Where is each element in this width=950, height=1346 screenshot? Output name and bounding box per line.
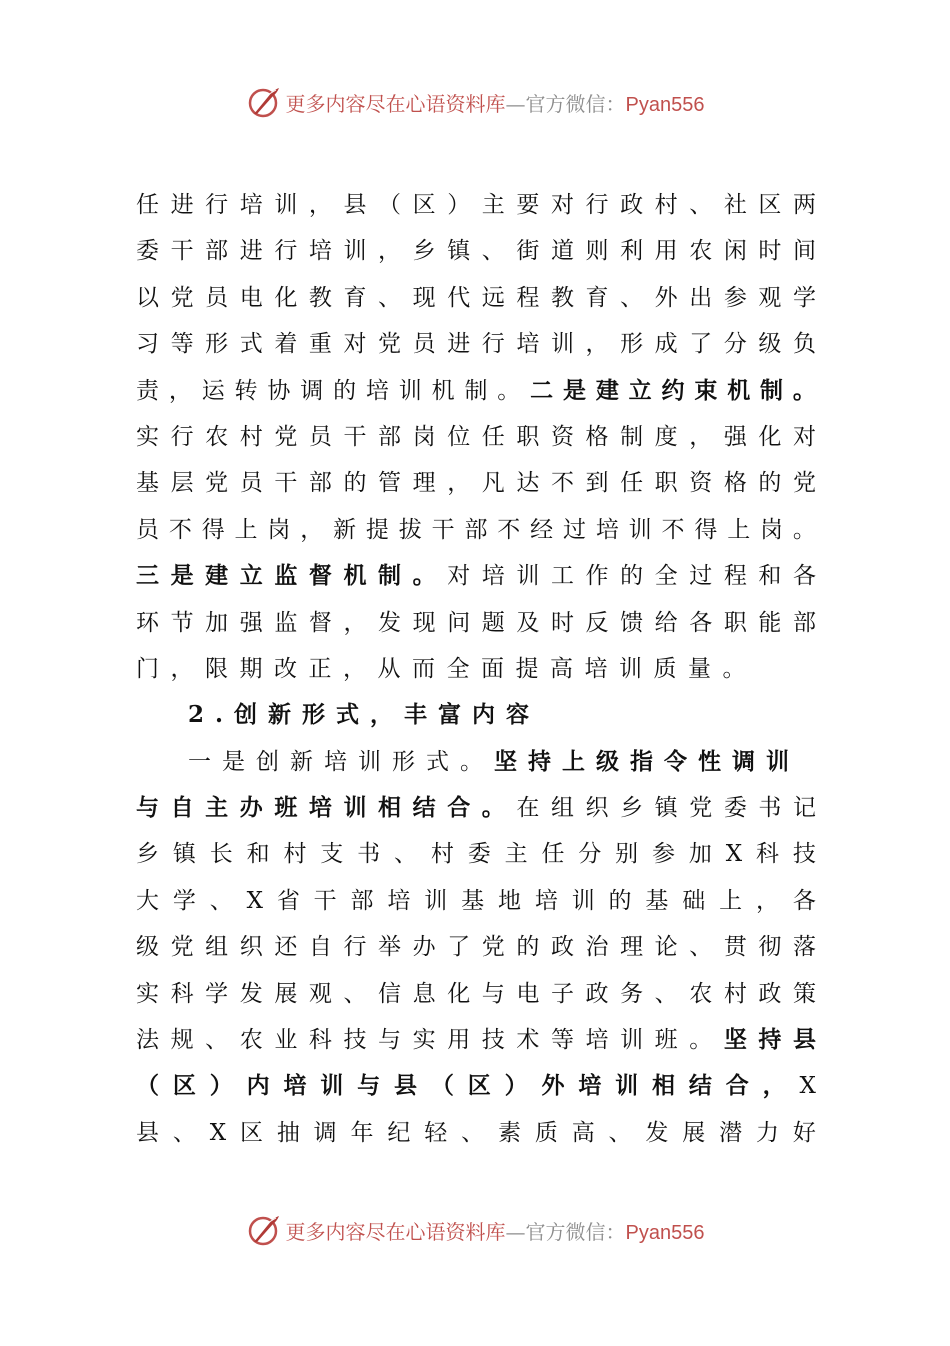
- text-line: 乡 镇 长 和 村 支 书 、 村 委 主 任 分 别 参 加 X 科 技: [136, 841, 816, 868]
- watermark-banner-bottom: [0, 1210, 950, 1250]
- text-line: 大 学 、 X 省 干 部 培 训 基 地 培 训 的 基 础 上 ， 各: [136, 887, 816, 914]
- quill-logo-icon: [246, 1212, 282, 1248]
- text-line: 基 层 党 员 干 部 的 管 理 ， 凡 达 不 到 任 职 资 格 的 党: [136, 470, 816, 497]
- text-line: 实 行 农 村 党 员 干 部 岗 位 任 职 资 格 制 度 ， 强 化 对: [136, 423, 816, 450]
- document-body: [136, 182, 816, 1156]
- watermark-text: 更多内容尽在心语资料库—官方微信：Pyan556: [285, 91, 705, 116]
- text-line: （ 区 ） 内 培 训 与 县 （ 区 ） 外 培 训 相 结 合 ， X: [136, 1072, 816, 1100]
- text-line: 级 党 组 织 还 自 行 举 办 了 党 的 政 治 理 论 、 贯 彻 落: [136, 934, 816, 961]
- text-line: 县 、 X 区 抽 调 年 纪 轻 、 素 质 高 、 发 展 潜 力 好: [136, 1119, 816, 1146]
- text-line: 习 等 形 式 着 重 对 党 员 进 行 培 训 ， 形 成 了 分 级 负: [136, 331, 816, 358]
- text-line: 以 党 员 电 化 教 育 、 现 代 远 程 教 育 、 外 出 参 观 学: [136, 284, 816, 311]
- text-line: 委 干 部 进 行 培 训 ， 乡 镇 、 街 道 则 利 用 农 闲 时 间: [136, 238, 816, 265]
- text-line: 法 规 、 农 业 科 技 与 实 用 技 术 等 培 训 班 。 坚 持 县: [136, 1026, 816, 1054]
- text-line: 与 自 主 办 班 培 训 相 结 合 。 在 组 织 乡 镇 党 委 书 记: [136, 794, 816, 822]
- watermark-text: 更多内容尽在心语资料库—官方微信：Pyan556: [285, 1219, 705, 1244]
- text-line: 任 进 行 培 训 ， 县 （ 区 ） 主 要 对 行 政 村 、 社 区 两: [136, 192, 816, 218]
- watermark-banner-top: [0, 82, 950, 122]
- text-line: 实 科 学 发 展 观 、 信 息 化 与 电 子 政 务 、 农 村 政 策: [136, 980, 816, 1007]
- text-line: 一 是 创 新 培 训 形 式 。 坚 持 上 级 指 令 性 调 训: [188, 747, 789, 775]
- text-line: 三 是 建 立 监 督 机 制 。 对 培 训 工 作 的 全 过 程 和 各: [136, 562, 816, 590]
- text-line: 责 ， 运 转 协 调 的 培 训 机 制 。 二 是 建 立 约 束 机 制 。: [136, 376, 816, 404]
- text-line: 员 不 得 上 岗 ， 新 提 拔 干 部 不 经 过 培 训 不 得 上 岗 。: [136, 516, 816, 543]
- text-line: 门 ， 限 期 改 正 ， 从 而 全 面 提 高 培 训 质 量 。: [136, 655, 746, 682]
- text-line: 环 节 加 强 监 督 ， 发 现 问 题 及 时 反 馈 给 各 职 能 部: [136, 609, 816, 636]
- text-line: 2 . 创 新 形 式 ， 丰 富 内 容: [188, 701, 530, 729]
- quill-logo-icon: [246, 84, 282, 120]
